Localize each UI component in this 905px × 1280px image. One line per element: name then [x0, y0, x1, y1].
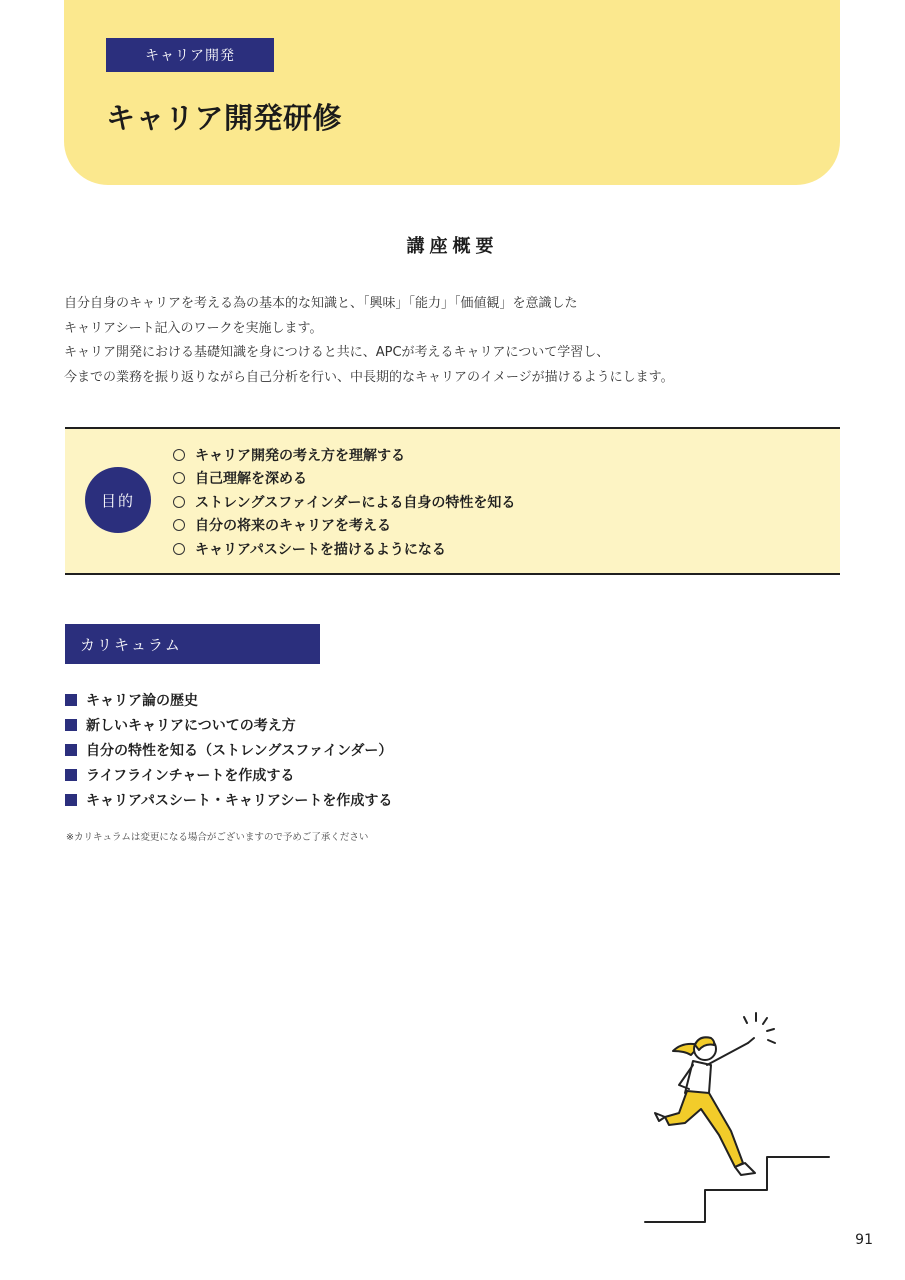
curriculum-item-text: ライフラインチャートを作成する: [86, 767, 295, 784]
curriculum-item: [65, 738, 392, 763]
curriculum-list: [65, 688, 392, 812]
curriculum-item-text: キャリア論の歴史: [86, 693, 198, 710]
purpose-item: [173, 467, 515, 491]
overview-line: 今までの業務を振り返りながら自己分析を行い、中長期的なキャリアのイメージが描けるようにします。: [64, 369, 674, 385]
curriculum-item-text: 自分の特性を知る（ストレングスファインダー）: [86, 742, 393, 759]
page-number: 91: [855, 1232, 873, 1248]
purpose-item-text: ストレングスファインダーによる自身の特性を知る: [195, 494, 516, 511]
curriculum-heading: カリキュラム: [65, 624, 320, 664]
purpose-item: [173, 514, 515, 538]
purpose-item: [173, 490, 515, 514]
purpose-item-text: キャリア開発の考え方を理解する: [195, 447, 405, 464]
purpose-box: [65, 427, 840, 575]
purpose-item-text: 自分の将来のキャリアを考える: [195, 518, 391, 535]
overview-line: キャリアシート記入のワークを実施します。: [64, 320, 323, 336]
curriculum-item: [65, 762, 392, 787]
circle-bullet-icon: [173, 496, 185, 508]
overview-heading: 講座概要: [406, 236, 499, 257]
curriculum-item-text: 新しいキャリアについての考え方: [86, 718, 296, 735]
overview-text: [64, 292, 844, 390]
purpose-item: [173, 443, 515, 467]
square-bullet-icon: [65, 719, 77, 731]
page-title: キャリア開発研修: [106, 101, 343, 135]
curriculum-item: [65, 787, 392, 812]
circle-bullet-icon: [173, 449, 185, 461]
square-bullet-icon: [65, 744, 77, 756]
purpose-badge: 目的: [85, 467, 151, 533]
curriculum-item-text: キャリアパスシート・キャリアシートを作成する: [86, 792, 393, 809]
category-tag: キャリア開発: [106, 38, 274, 72]
purpose-item-text: キャリアパスシートを描けるようになる: [195, 541, 446, 558]
purpose-list: [173, 443, 515, 561]
curriculum-item: [65, 713, 392, 738]
square-bullet-icon: [65, 794, 77, 806]
square-bullet-icon: [65, 694, 77, 706]
header-banner: [64, 0, 840, 185]
circle-bullet-icon: [173, 519, 185, 531]
purpose-item-text: 自己理解を深める: [195, 471, 307, 488]
square-bullet-icon: [65, 769, 77, 781]
curriculum-item: [65, 688, 392, 713]
woman-running-up-stairs-illustration: [615, 1005, 840, 1230]
overview-line: キャリア開発における基礎知識を身につけると共に、APCが考えるキャリアについて学習し、: [64, 345, 610, 360]
purpose-item: [173, 537, 515, 561]
curriculum-note: ※カリキュラムは変更になる場合がございますので予めご了承ください: [66, 832, 369, 843]
circle-bullet-icon: [173, 543, 185, 555]
circle-bullet-icon: [173, 472, 185, 484]
overview-line: 自分自身のキャリアを考える為の基本的な知識と、「興味」「能力」「価値観」を意識した: [64, 296, 578, 311]
